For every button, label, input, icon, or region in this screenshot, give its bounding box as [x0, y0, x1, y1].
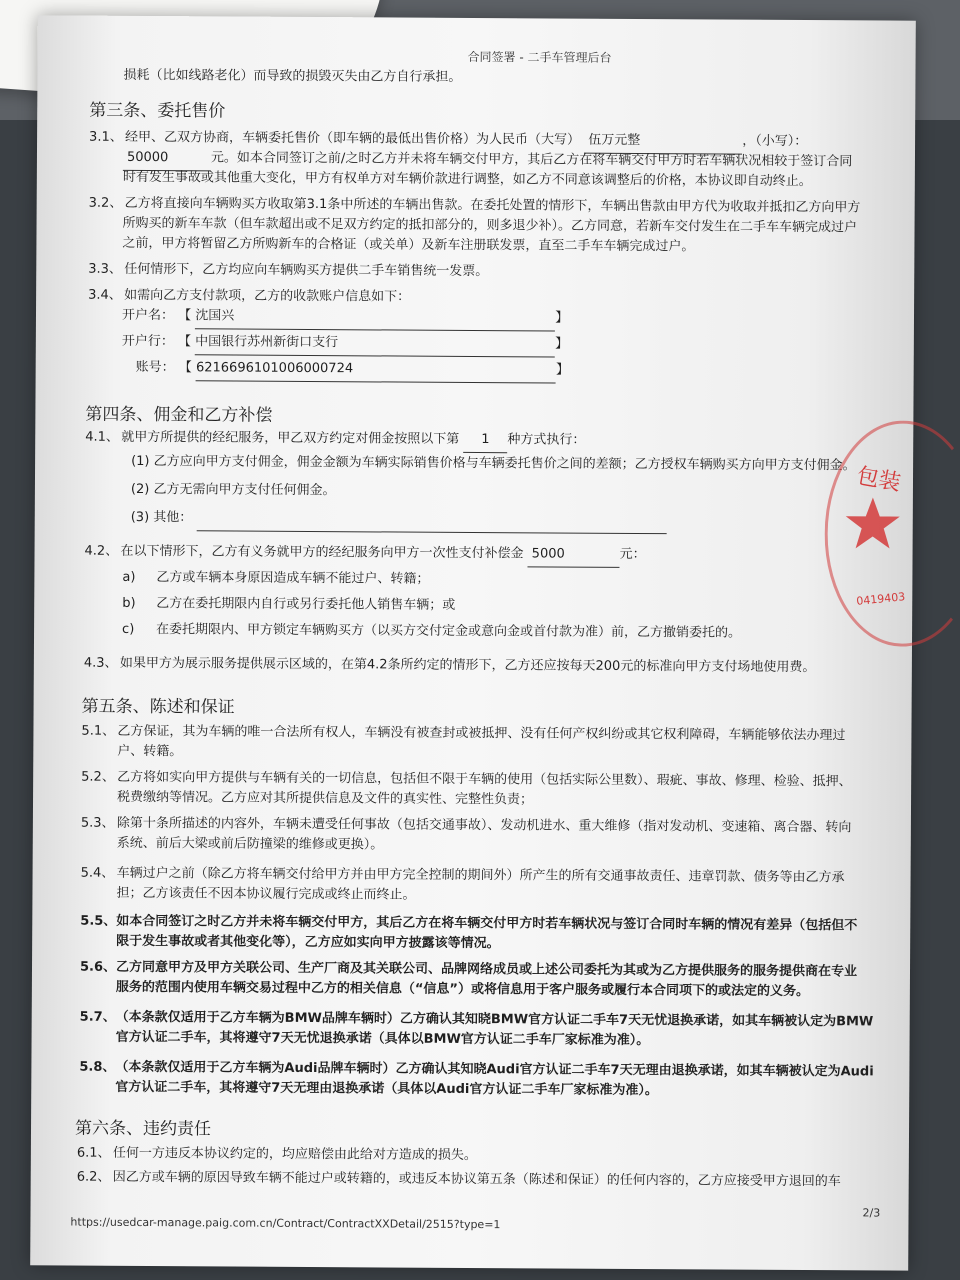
compensation-amount-field: 5000 [528, 542, 620, 568]
option-2: (2) 乙方无需向甲方支付任何佣金。 [130, 481, 336, 499]
account-number-value: 6216696101006000724 [196, 356, 556, 383]
account-name-value: 沈国兴 [195, 304, 555, 331]
price-lower-field: 50000 [123, 146, 211, 172]
clause-3-1-line3: 时有发生事故或其他重大变化，甲方有权单方对车辆价款进行调整，如乙方不同意该调整后的价格，本协议即自动终止。 [122, 169, 812, 190]
page-header-title: 合同签署 - 二手车管理后台 [467, 49, 612, 65]
clause-5-1-line2: 户、转籍。 [117, 743, 183, 760]
option-3: (3) 其他： [131, 506, 667, 534]
account-name-row: 开户名： 【 沈国兴 】 [122, 304, 568, 332]
section3-title: 第三条、委托售价 [89, 100, 226, 122]
clause-5-5-line2: 限于发生事故或者其他变化等），乙方应如实向甲方披露该等情况。 [116, 933, 500, 952]
clause-4-3: 4.3、 如果甲方为展示服务提供展示区域的，在第4.2条所约定的情形下，乙方还应按每天200元的标准向甲方支付场地使用费。 [83, 655, 816, 676]
clause-4-1: 4.1、 就甲方所提供的经纪服务，甲乙双方约定对佣金按照以下第 1 种方式执行： [85, 426, 585, 454]
section4-title: 第四条、佣金和乙方补偿 [85, 404, 273, 426]
footer-url: https://usedcar-manage.paig.com.cn/Contract/ContractXXDetail/2515?type=1 [70, 1215, 501, 1232]
clause-3-2-line3: 之前，甲方将暂留乙方所购新车的合格证（或关单）及新车注册联发票，直至二手车车辆完成过户。 [122, 235, 695, 255]
bank-value: 中国银行苏州新街口支行 [195, 330, 555, 357]
option-3-blank [196, 506, 666, 534]
clause-5-5: 5.5、如本合同签订之时乙方并未将车辆交付甲方，其后乙方在将车辆交付甲方时若车辆状况与签订合同时车辆的情况有差异（包括但不 [80, 913, 858, 934]
clause-5-4: 5.4、 车辆过户之前（除乙方将车辆交付给甲方并由甲方完全控制的期间外）所产生的所有交通事故责任、违章罚款、债务等由乙方承 [80, 865, 845, 886]
account-number-row: 账号： 【 6216696101006000724 】 [136, 356, 569, 384]
clause-5-1: 5.1、 乙方保证，其为车辆的唯一合法所有权人，车辆没有被查封或被抵押、没有任何产权纠纷或其它权利障碍，车辆能够依法办理过 [81, 723, 846, 744]
section6-title: 第六条、违约责任 [74, 1118, 212, 1140]
case-a: a) 乙方或车辆本身原因造成车辆不能过户、转籍； [122, 569, 430, 587]
account-name-label: 开户名： [121, 307, 175, 324]
clause-3-4: 3.4、 如需向乙方支付款项，乙方的收款账户信息如下： [88, 287, 411, 305]
clause-5-4-line2: 担；乙方该责任不因本协议履行完成或终止而终止。 [116, 885, 416, 903]
clause-5-2: 5.2、 乙方将如实向甲方提供与车辆有关的一切信息，包括但不限于车辆的使用（包括实际公里数）、瑕疵、事故、修理、检验、抵押、 [81, 769, 852, 790]
clause-3-1-line2: 50000 元。如本合同签订之前/之时乙方并未将车辆交付甲方，其后乙方在将车辆交付甲方时若车辆状况相较于签订合同 [123, 146, 853, 175]
clause-4-2: 4.2、 在以下情形下，乙方有义务就甲方的经纪服务向甲方一次性支付补偿金 5000 元： [84, 540, 645, 568]
clause-5-3-line2: 系统、前后大梁或前后防撞梁的维修或更换）。 [116, 835, 384, 853]
clause-5-6: 5.6、乙方同意甲方及甲方关联公司、生产厂商及其关联公司、品牌网络成员或上述公司委托为其或为乙方提供服务的服务提供商在专业 [79, 959, 858, 980]
stamp-code: 0419403 [855, 590, 906, 608]
clause-3-2-line2: 所购买的新车车款（但车款超出或不足双方约定的抵扣部分的，则多退少补）。乙方同意，若新车交付发生在二手车车辆完成过户 [122, 215, 858, 236]
clause-5-8: 5.8、（本条款仅适用于乙方车辆为Audi品牌车辆时）乙方确认其知晓Audi官方认证二手车7天无理由退换承诺，如其车辆被认定为Audi [79, 1059, 874, 1080]
clause-6-2: 6.2、 因乙方或车辆的原因导致车辆不能过户或转籍的，或违反本协议第五条（陈述和保证）的任何内容的，乙方应接受甲方退回的车 [76, 1169, 841, 1190]
price-upper-field: 伍万元整 [584, 129, 742, 155]
case-c: c) 在委托期限内、甲方锁定车辆购买方（以买方交付定金或意向金或首付款为准）前，乙方撤销委托的。 [122, 621, 742, 641]
clause-3-1: 3.1、 经甲、乙双方协商，车辆委托售价（即车辆的最低出售价格）为人民币（大写） 伍万元整 ，（小写）： [89, 126, 807, 155]
bank-label: 开户行： [121, 333, 174, 350]
stamp-text: 包装 [854, 463, 903, 497]
stamp-star-icon [843, 494, 903, 554]
option-1: (1) 乙方应向甲方支付佣金，佣金金额为车辆实际销售价格与车辆委托售价之间的差额；乙方授权车辆购买方向甲方支付佣金。 [131, 453, 856, 474]
clause-5-7: 5.7、（本条款仅适用于乙方车辆为BMW品牌车辆时）乙方确认其知晓BMW官方认证二手车7天无忧退换承诺，如其车辆被认定为BMW [79, 1009, 874, 1030]
clause-5-2-line2: 税费缴纳等情况。乙方应对其所提供信息及文件的真实性、完整性负责； [117, 789, 534, 808]
commission-choice-field: 1 [463, 428, 507, 453]
clause-6-1: 6.1、 任何一方违反本协议约定的，均应赔偿由此给对方造成的损失。 [76, 1145, 477, 1164]
clause-5-7-line2: 官方认证二手车，其将遵守7天无忧退换承诺（具体以BMW官方认证二手车厂家标准为准）。 [115, 1029, 650, 1049]
clause-5-8-line2: 官方认证二手车，其将遵守7天无理由退换承诺（具体以Audi官方认证二手车厂家标准为准）。 [115, 1079, 658, 1099]
clause-3-2: 3.2、 乙方将直接向车辆购买方收取第3.1条中所述的车辆出售款。在委托处置的情形下，车辆出售款由甲方代为收取并抵扣乙方向甲方 [88, 195, 861, 216]
clause-5-6-line2: 服务的范围内使用车辆交易过程中乙方的相关信息（“信息”）或将信息用于客户服务或履行本合同项下的或法定的义务。 [115, 979, 810, 1000]
clause-number: 3.1、 [89, 129, 123, 145]
section5-title: 第五条、陈述和保证 [81, 696, 235, 718]
case-b: b) 乙方在委托期限内自行或另行委托他人销售车辆；或 [122, 595, 456, 613]
page-number: 2/3 [862, 1206, 881, 1220]
bank-row: 开户行： 【 中国银行苏州新街口支行 】 [122, 330, 568, 358]
clause-5-3: 5.3、 除第十条所描述的内容外，车辆未遭受任何事故（包括交通事故）、发动机进水、重大维修（指对发动机、变速箱、离合器、转向 [80, 815, 852, 836]
contract-page [30, 15, 916, 1270]
intro-line: 损耗（比如线路老化）而导致的损毁灭失由乙方自行承担。 [123, 67, 462, 85]
clause-3-3: 3.3、 任何情形下，乙方均应向车辆购买方提供二手车销售统一发票。 [88, 261, 489, 280]
account-number-label: 账号： [135, 359, 175, 376]
